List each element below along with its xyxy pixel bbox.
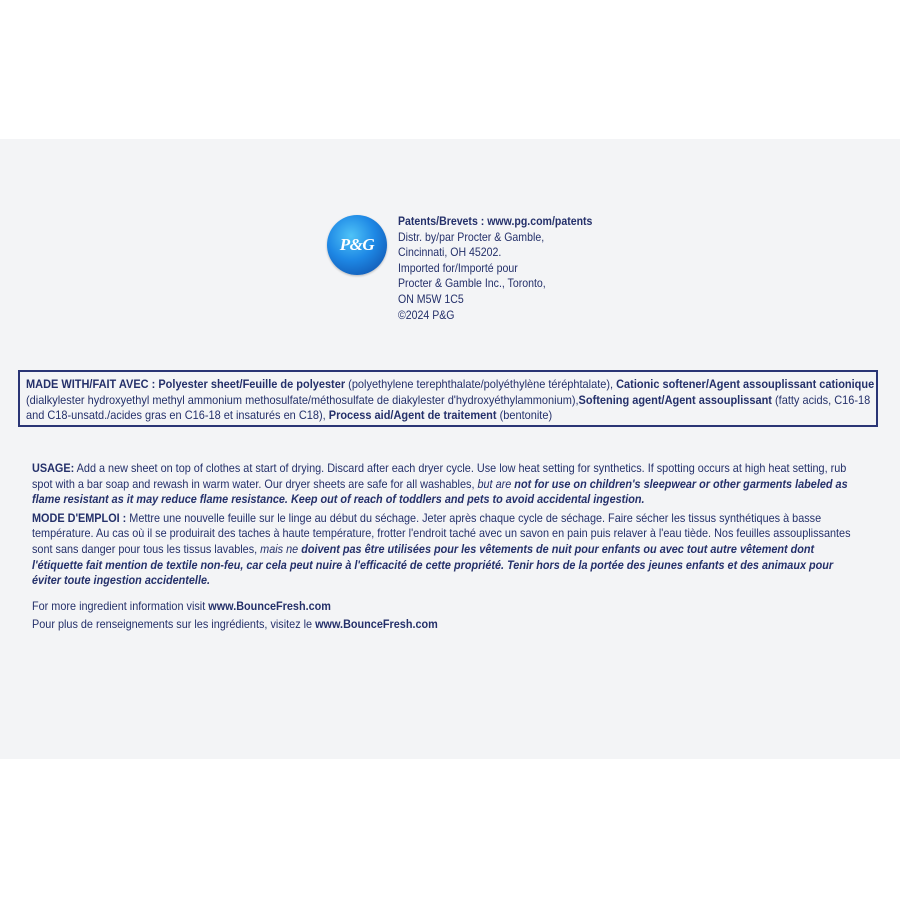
- ingredient-detail: (fatty acids, C16-18 and C18-unsatd./acides gras en C16-18 et insaturés en C18),: [26, 392, 871, 423]
- ingredients-label: MADE WITH/FAIT AVEC :: [26, 377, 159, 391]
- ingredients-text: [26, 377, 877, 424]
- usage-en-text: Add a new sheet on top of clothes at start of drying. Discard after each dryer cycle. Use low heat setting for synthetics. If spotting occurs at high heat setting, rub spot with a bar soap and rewash in warm water. Our dryer sheets are safe for all washables,: [32, 461, 847, 491]
- website-link-en[interactable]: www.BounceFresh.com: [208, 598, 331, 613]
- ingredient-name: Process aid/Agent de traitement: [328, 408, 497, 423]
- patents-line: Patents/Brevets : www.pg.com/patents: [398, 214, 593, 228]
- publisher-line: Cincinnati, OH 45202.: [398, 245, 502, 260]
- ingredient-detail: (bentonite): [496, 408, 553, 423]
- more-info-en: [32, 599, 860, 615]
- ingredients-box: [18, 370, 878, 427]
- usage-fr-label: MODE D'EMPLOI :: [32, 510, 127, 525]
- usage-fr-warning: doivent pas être utilisées pour les vêtements de nuit pour enfants ou avec tout autre vêtement dont l'étiquette fait mention de textile non-feu, car cela peut nuire à l'efficacité de cette propriété. Tenir hors de la portée des jeunes enfants et des animaux pour éviter toute ingestion accidentelle.: [32, 541, 834, 588]
- ingredient-name: Softening agent/Agent assouplissant: [578, 392, 772, 407]
- usage-en-italic: but are: [477, 476, 515, 491]
- usage-section: [32, 461, 860, 636]
- pg-logo-text: P&G: [339, 235, 375, 254]
- publisher-line: ON M5W 1C5: [398, 291, 464, 306]
- usage-en-label: USAGE:: [32, 461, 75, 475]
- publisher-line: Distr. by/par Procter & Gamble,: [398, 229, 545, 244]
- usage-fr-paragraph: [32, 511, 860, 589]
- usage-fr-text: Mettre une nouvelle feuille sur le linge au début du séchage. Jeter après chaque cycle de séchage. Faire sécher les tissus synthétiques à basse température. Au cas où il se produirait des taches à haute température, frotter l'endroit taché avec un savon en pain puis relaver à l'eau tiède. Nos feuilles assouplissantes sont sans danger pour tous les tissus lavables,: [32, 510, 851, 556]
- more-info-en-text: For more ingredient information visit: [32, 598, 209, 613]
- more-info-fr-text: Pour plus de renseignements sur les ingrédients, visitez le: [32, 617, 316, 632]
- usage-fr-italic: mais ne: [260, 541, 302, 556]
- more-info-fr: [32, 617, 860, 633]
- copyright-line: ©2024 P&G: [398, 307, 455, 322]
- publisher-line: Imported for/Importé pour: [398, 260, 518, 275]
- ingredient-detail: (polyethylene terephthalate/polyéthylène téréphtalate),: [345, 377, 617, 391]
- publisher-line: Procter & Gamble Inc., Toronto,: [398, 276, 546, 291]
- usage-en-warning: not for use on children's sleepwear or other garments labeled as flame resistant as it may reduce flame resistance. Keep out of reach of toddlers and pets to avoid accidental ingestion.: [32, 476, 848, 507]
- usage-en-paragraph: [32, 461, 860, 508]
- ingredient-detail: (dialkylester hydroxyethyl methyl ammonium methosulfate/méthosulfate de diakylester d'hydroxyéthylammonium),: [26, 392, 579, 407]
- pg-logo: [327, 215, 387, 275]
- ingredient-name: Polyester sheet/Feuille de polyester: [158, 377, 346, 391]
- ingredient-name: Cationic softener/Agent assouplissant cationique: [616, 377, 875, 391]
- website-link-fr[interactable]: www.BounceFresh.com: [315, 617, 438, 632]
- publisher-block: [398, 214, 627, 323]
